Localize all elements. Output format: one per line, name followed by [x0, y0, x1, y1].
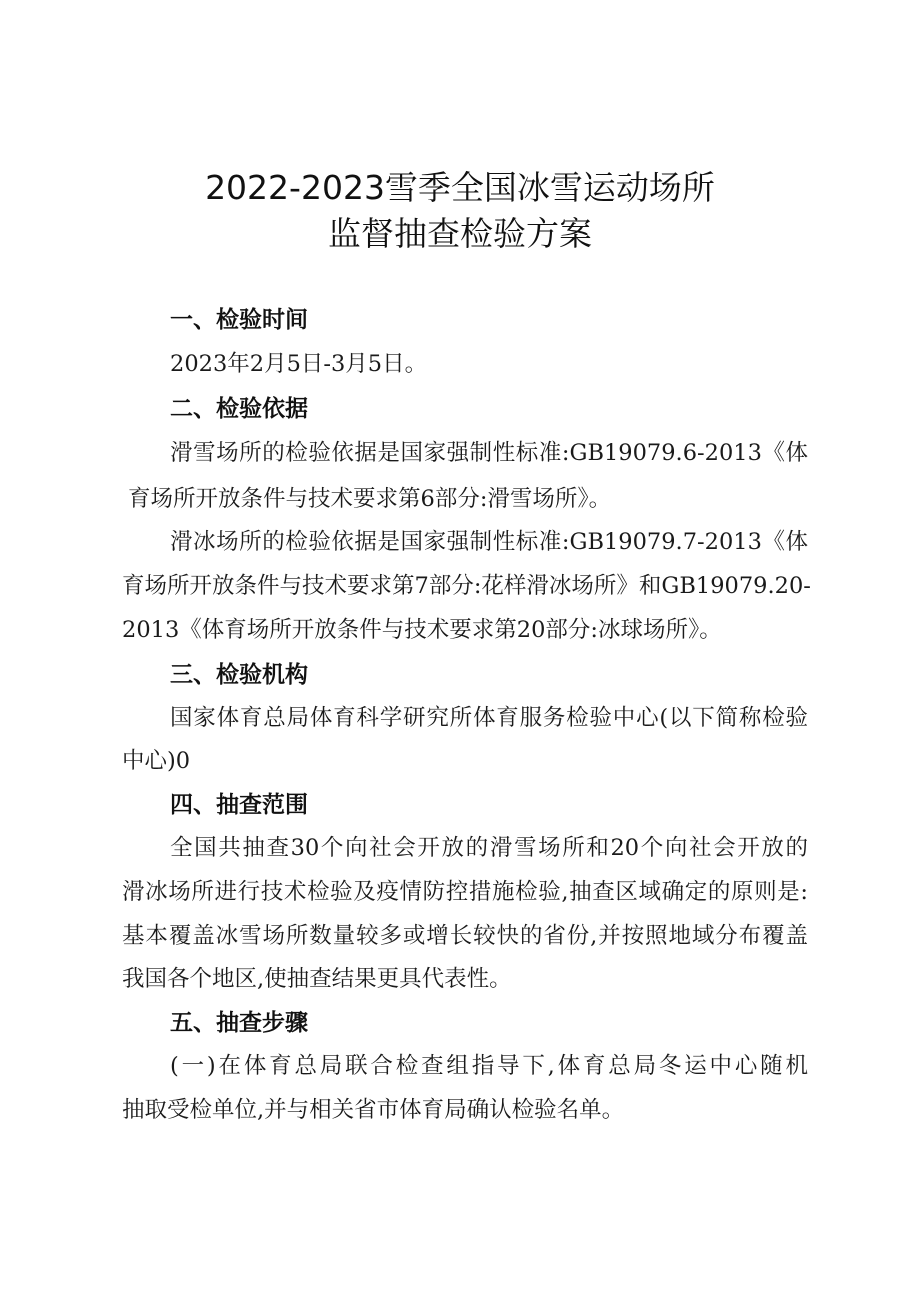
- section-heading-inspection-agency: 三、检验机构: [170, 662, 308, 688]
- document-title-line-2: 监督抽查检验方案: [328, 214, 592, 253]
- paragraph-line: 中心)0: [122, 748, 191, 774]
- paragraph-line: 滑冰场所的检验依据是国家强制性标准:GB19079.7-2013《体: [170, 529, 808, 555]
- paragraph-line: 抽取受检单位,并与相关省市体育局确认检验名单。: [122, 1097, 625, 1123]
- paragraph-line: 2023年2月5日-3月5日。: [170, 351, 428, 377]
- paragraph-line: 基本覆盖冰雪场所数量较多或增长较快的省份,并按照地域分布覆盖: [122, 923, 808, 949]
- paragraph-line: 滑雪场所的检验依据是国家强制性标准:GB19079.6-2013《体: [170, 440, 808, 466]
- section-heading-sampling-scope: 四、抽查范围: [170, 792, 308, 818]
- section-heading-sampling-steps: 五、抽查步骤: [170, 1010, 308, 1036]
- paragraph-line: 国家体育总局体育科学研究所体育服务检验中心(以下简称检验: [170, 705, 808, 731]
- paragraph-line: 2013《体育场所开放条件与技术要求第20部分:冰球场所》。: [122, 617, 722, 643]
- paragraph-line: 全国共抽查30个向社会开放的滑雪场所和20个向社会开放的: [170, 835, 808, 861]
- paragraph-line: 育场所开放条件与技术要求第7部分:花样滑冰场所》和GB19079.20-: [122, 573, 811, 599]
- section-heading-inspection-time: 一、检验时间: [170, 307, 308, 333]
- paragraph-line: (一)在体育总局联合检查组指导下,体育总局冬运中心随机: [170, 1053, 808, 1079]
- paragraph-line: 育场所开放条件与技术要求第6部分:滑雪场所》。: [128, 486, 612, 512]
- document-title-line-1: 2022-2023雪季全国冰雪运动场所: [205, 168, 715, 207]
- paragraph-line: 我国各个地区,使抽查结果更具代表性。: [122, 966, 512, 992]
- section-heading-inspection-basis: 二、检验依据: [170, 396, 308, 422]
- paragraph-line: 滑冰场所进行技术检验及疫情防控措施检验,抽查区域确定的原则是:: [122, 879, 808, 905]
